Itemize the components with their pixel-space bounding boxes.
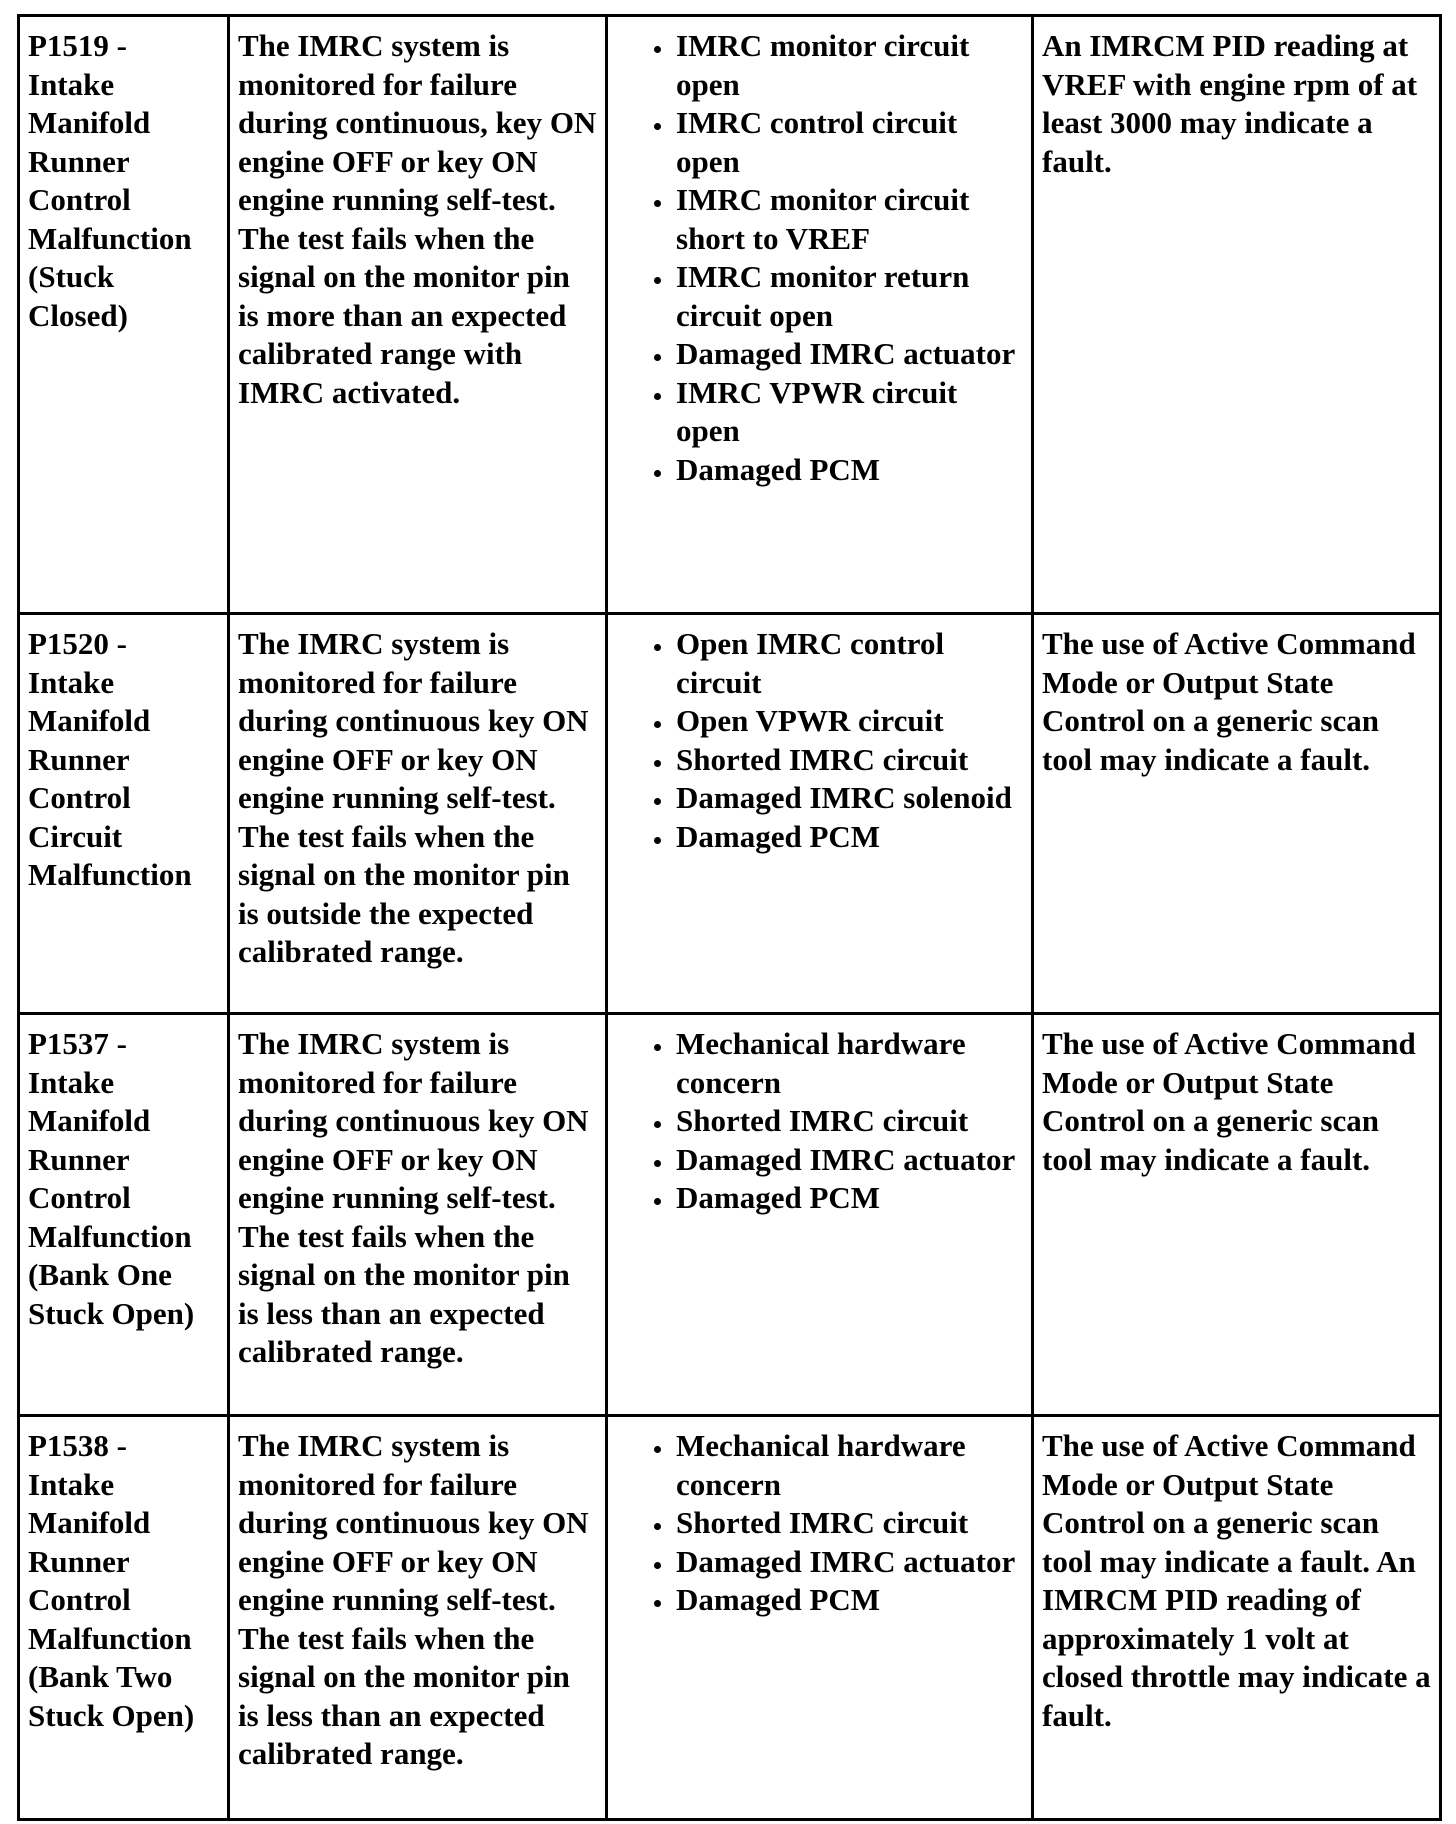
list-item: • IMRC monitor circuit open xyxy=(674,27,1023,104)
diagnostic-aid-cell: The use of Active Command Mode or Output State Control on a generic scan tool may indicate a fault. xyxy=(1033,614,1441,1014)
list-item: • Mechanical hardware concern xyxy=(674,1427,1023,1504)
table-row xyxy=(19,614,1441,1014)
list-item: • Damaged IMRC actuator xyxy=(674,1141,1023,1180)
list-item: • Damaged PCM xyxy=(674,1581,1023,1620)
possible-causes-cell xyxy=(607,16,1033,614)
table-row xyxy=(19,16,1441,614)
list-item: • Damaged IMRC solenoid xyxy=(674,779,1023,818)
description-cell: The IMRC system is monitored for failure during continuous key ON engine OFF or key ON engine running self-test. The test fails when the signal on the monitor pin is less than an expected calibrated range. xyxy=(229,1014,607,1416)
diagnostic-aid-cell: An IMRCM PID reading at VREF with engine rpm of at least 3000 may indicate a fault. xyxy=(1033,16,1441,614)
dtc-code-cell: P1537 - Intake Manifold Runner Control Malfunction (Bank One Stuck Open) xyxy=(19,1014,229,1416)
list-item: • Damaged IMRC actuator xyxy=(674,1543,1023,1582)
diagnostic-aid-cell: The use of Active Command Mode or Output State Control on a generic scan tool may indicate a fault. An IMRCM PID reading of approximately 1 volt at closed throttle may indicate a fault. xyxy=(1033,1416,1441,1820)
possible-causes-cell xyxy=(607,1014,1033,1416)
description-cell: The IMRC system is monitored for failure during continuous key ON engine OFF or key ON engine running self-test. The test fails when the signal on the monitor pin is outside the expected calibrated range. xyxy=(229,614,607,1014)
dtc-code-cell: P1520 - Intake Manifold Runner Control Circuit Malfunction xyxy=(19,614,229,1014)
list-item: • Damaged PCM xyxy=(674,451,1023,490)
possible-causes-list xyxy=(616,1025,1023,1218)
list-item: • Open IMRC control circuit xyxy=(674,625,1023,702)
list-item: • Shorted IMRC circuit xyxy=(674,1504,1023,1543)
list-item: • Open VPWR circuit xyxy=(674,702,1023,741)
possible-causes-cell xyxy=(607,1416,1033,1820)
dtc-code-cell: P1538 - Intake Manifold Runner Control Malfunction (Bank Two Stuck Open) xyxy=(19,1416,229,1820)
list-item: • Damaged PCM xyxy=(674,1179,1023,1218)
list-item: • Mechanical hardware concern xyxy=(674,1025,1023,1102)
list-item: • IMRC monitor return circuit open xyxy=(674,258,1023,335)
diagnostic-aid-cell: The use of Active Command Mode or Output State Control on a generic scan tool may indicate a fault. xyxy=(1033,1014,1441,1416)
list-item: • Shorted IMRC circuit xyxy=(674,1102,1023,1141)
possible-causes-list xyxy=(616,27,1023,489)
possible-causes-list xyxy=(616,1427,1023,1620)
description-cell: The IMRC system is monitored for failure during continuous, key ON engine OFF or key ON engine running self-test. The test fails when the signal on the monitor pin is more than an expected calibrated range with IMRC activated. xyxy=(229,16,607,614)
table-row xyxy=(19,1416,1441,1820)
table-row xyxy=(19,1014,1441,1416)
possible-causes-list xyxy=(616,625,1023,856)
list-item: • Damaged PCM xyxy=(674,818,1023,857)
dtc-code-cell: P1519 - Intake Manifold Runner Control Malfunction (Stuck Closed) xyxy=(19,16,229,614)
list-item: • IMRC VPWR circuit open xyxy=(674,374,1023,451)
possible-causes-cell xyxy=(607,614,1033,1014)
list-item: • IMRC monitor circuit short to VREF xyxy=(674,181,1023,258)
dtc-table xyxy=(17,14,1442,1821)
list-item: • Damaged IMRC actuator xyxy=(674,335,1023,374)
description-cell: The IMRC system is monitored for failure during continuous key ON engine OFF or key ON engine running self-test. The test fails when the signal on the monitor pin is less than an expected calibrated range. xyxy=(229,1416,607,1820)
list-item: • Shorted IMRC circuit xyxy=(674,741,1023,780)
list-item: • IMRC control circuit open xyxy=(674,104,1023,181)
